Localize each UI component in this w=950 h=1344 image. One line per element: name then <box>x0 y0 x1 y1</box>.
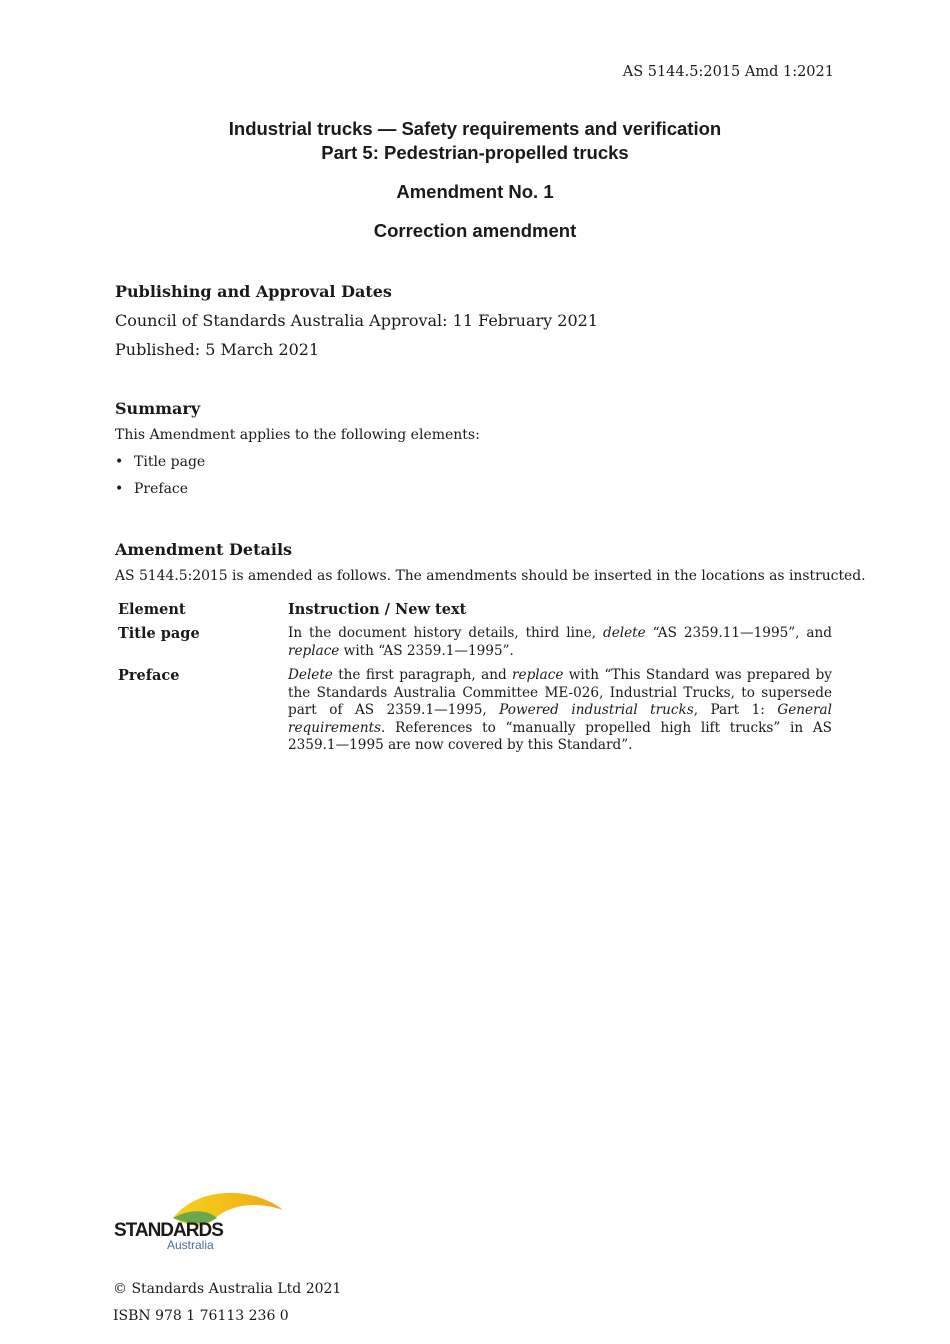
logo-subtext: Australia <box>167 1238 214 1252</box>
table-row-instruction: In the document history details, third line, delete “AS 2359.11—1995”, and replace with “AS 2359.1—1995”. <box>288 625 832 659</box>
document-id: AS 5144.5:2015 Amd 1:2021 <box>622 64 834 80</box>
summary-heading: Summary <box>115 399 201 418</box>
table-row-element: Preface <box>118 667 180 684</box>
details-intro: AS 5144.5:2015 is amended as follows. The amendments should be inserted in the locations as instructed. <box>115 568 866 584</box>
details-heading: Amendment Details <box>115 540 293 559</box>
table-row-element: Title page <box>118 625 200 642</box>
amendment-number: Amendment No. 1 <box>396 181 554 202</box>
table-header-instruction: Instruction / New text <box>288 601 467 618</box>
title-line-2: Part 5: Pedestrian-propelled trucks <box>321 142 629 163</box>
document-title <box>0 117 950 165</box>
title-line-1: Industrial trucks — Safety requirements and verification <box>228 118 722 139</box>
summary-list-item: • Preface <box>115 481 188 497</box>
amendment-type: Correction amendment <box>373 220 577 241</box>
table-header-element: Element <box>118 601 186 618</box>
dates-heading: Publishing and Approval Dates <box>115 282 392 301</box>
approval-date: Council of Standards Australia Approval: 11 February 2021 <box>115 311 599 330</box>
logo-wordmark: STANDARDS <box>114 1220 223 1241</box>
summary-list-item: • Title page <box>115 454 205 470</box>
published-date: Published: 5 March 2021 <box>115 340 320 359</box>
isbn: ISBN 978 1 76113 236 0 <box>113 1308 289 1324</box>
summary-intro: This Amendment applies to the following elements: <box>115 427 480 443</box>
copyright: © Standards Australia Ltd 2021 <box>113 1281 342 1297</box>
table-row-instruction: Delete the first paragraph, and replace with “This Standard was prepared by the Standards Australia Committee ME-026, Industrial Trucks, to supersede part of AS 2359.1—1995, Powered industrial trucks, Part 1: General requirements. References to “manually propelled high lift trucks” in AS 2359.1—1995 are now covered by this Standard”. <box>288 667 832 754</box>
